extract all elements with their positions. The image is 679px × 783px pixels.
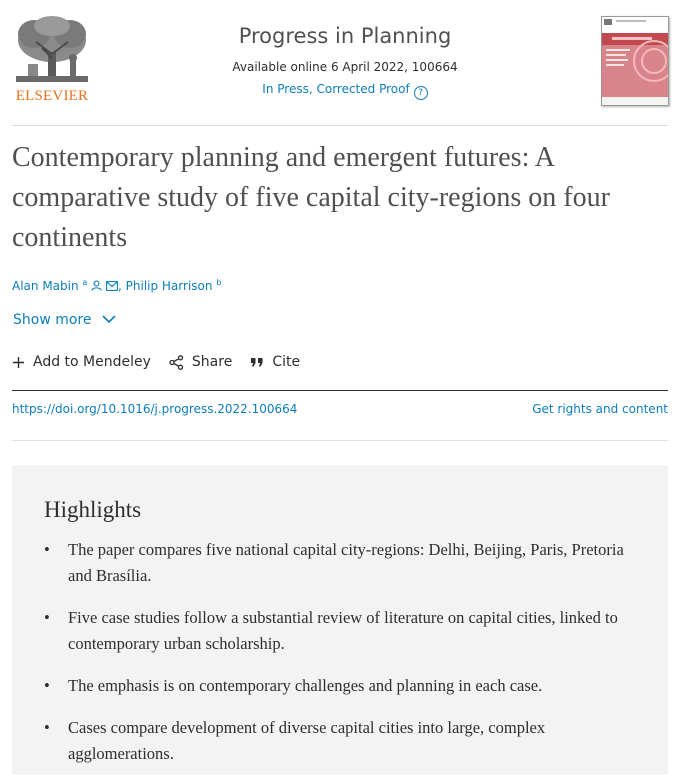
get-rights-link[interactable]: Get rights and content: [532, 402, 668, 416]
bullet-icon: •: [44, 718, 50, 737]
person-icon[interactable]: [91, 280, 102, 291]
share-label: Share: [191, 354, 233, 370]
highlight-text: The emphasis is on contemporary challenges and planning in each case.: [68, 676, 543, 695]
highlights-list: [44, 537, 644, 783]
add-to-mendeley-label: Add to Mendeley: [33, 354, 151, 370]
quote-icon: [250, 356, 264, 368]
highlight-text: Cases compare development of diverse capital cities into large, complex agglomerations.: [68, 718, 546, 763]
chevron-down-icon: [102, 314, 116, 324]
elsevier-logo[interactable]: [12, 14, 92, 106]
author-affiliation-1[interactable]: a: [82, 278, 88, 287]
availability-text: Available online 6 April 2022, 100664: [232, 60, 458, 74]
highlight-item: [44, 673, 644, 699]
info-icon[interactable]: ?: [414, 86, 428, 100]
elsevier-tree-icon: [12, 14, 92, 86]
article-header: [0, 0, 679, 124]
author-separator: ,: [117, 279, 122, 293]
author-list: [12, 278, 221, 293]
highlight-item: [44, 715, 644, 767]
highlight-item: [44, 537, 644, 589]
show-more-label: Show more: [13, 312, 92, 328]
highlight-text: Five case studies follow a substantial review of literature on capital cities, linked to contemporary urban scholarship.: [68, 608, 618, 653]
share-button[interactable]: [169, 354, 232, 370]
cite-button[interactable]: [250, 354, 300, 370]
share-icon: [169, 355, 184, 370]
in-press-link[interactable]: [180, 82, 510, 100]
article-title: Contemporary planning and emergent futures: A comparative study of five capital city-regions on four continents: [12, 142, 610, 253]
bullet-icon: •: [44, 540, 50, 559]
in-press-label: In Press, Corrected Proof: [262, 82, 410, 96]
highlight-item: [44, 605, 644, 657]
header-divider: [12, 125, 668, 126]
doi-link[interactable]: https://doi.org/10.1016/j.progress.2022.100664: [12, 402, 298, 416]
plus-icon: [12, 356, 25, 369]
bullet-icon: •: [44, 608, 50, 627]
bullet-icon: •: [44, 676, 50, 695]
highlights-section: [12, 465, 668, 775]
highlights-heading: Highlights: [44, 497, 142, 522]
elsevier-wordmark: ELSEVIER: [15, 88, 89, 104]
show-more-button[interactable]: [13, 312, 116, 328]
mail-icon[interactable]: [106, 281, 118, 291]
journal-cover-thumbnail[interactable]: [601, 16, 669, 106]
journal-cover-image: [602, 17, 668, 105]
author-name-2[interactable]: Philip Harrison: [125, 279, 213, 293]
article-toolbar: [12, 351, 318, 373]
toolbar-divider: [12, 390, 668, 391]
add-to-mendeley-button[interactable]: [12, 354, 151, 370]
cite-label: Cite: [272, 354, 301, 370]
journal-title[interactable]: Progress in Planning: [238, 24, 452, 48]
author-affiliation-2[interactable]: b: [216, 278, 222, 287]
doi-divider: [12, 440, 668, 441]
highlight-text: The paper compares five national capital city-regions: Delhi, Beijing, Paris, Pretoria and Brasília.: [68, 540, 624, 585]
author-name-1[interactable]: Alan Mabin: [12, 279, 79, 293]
